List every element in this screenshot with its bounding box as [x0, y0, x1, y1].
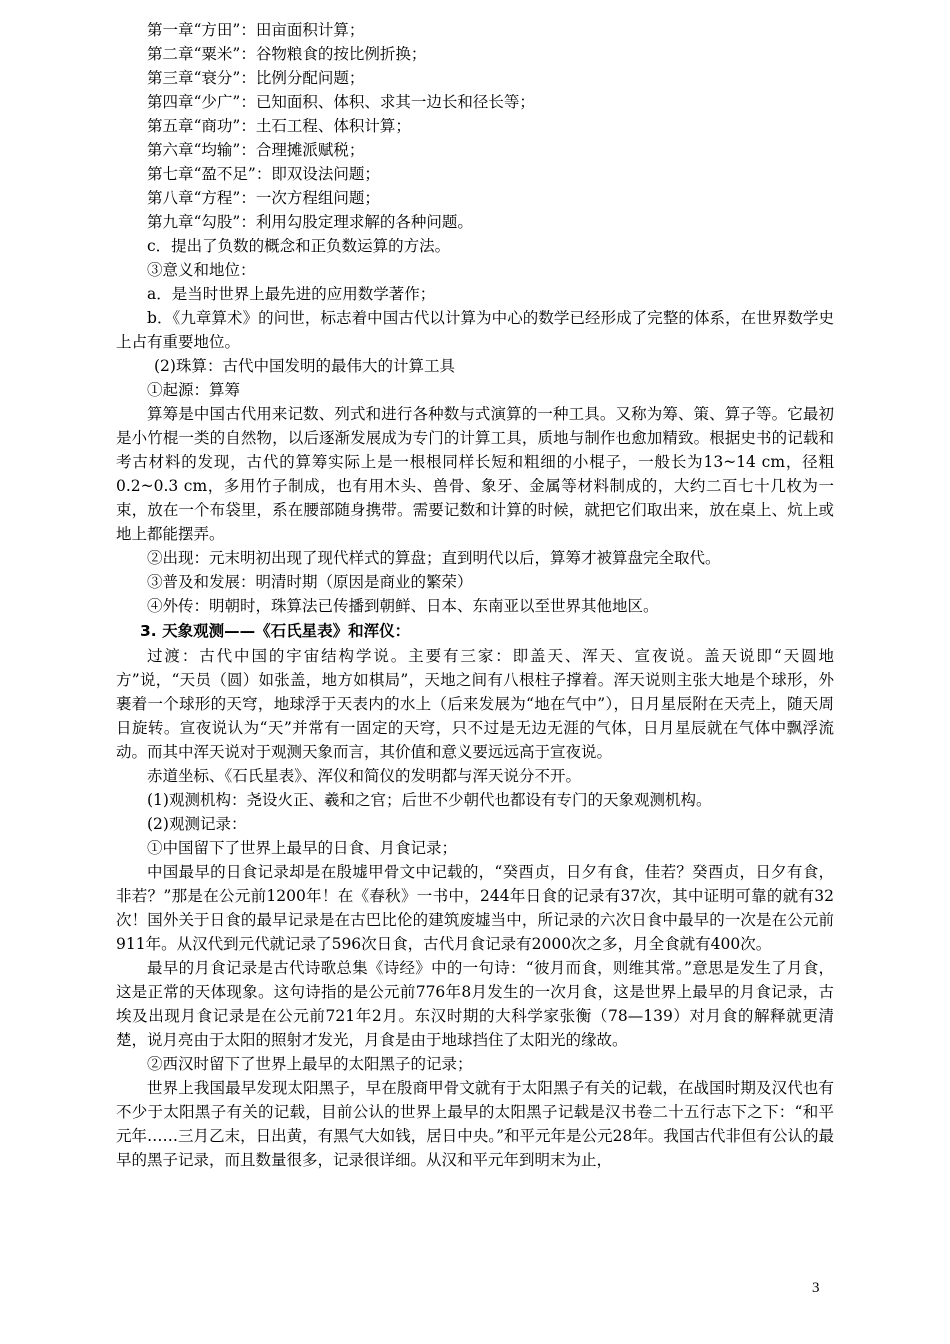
suanchou-paragraph: 算筹是中国古代用来记数、列式和进行各种数与式演算的一种工具。又称为筹、策、算子等。它最初是小竹棍一类的自然物，以后逐渐发展成为专门的计算工具，质地与制作也愈加精致。根据史书的记载和考古材料的发现，古代的算筹实际上是一根根同样长短和粗细的小棍子，一般长为13~14 cm，径粗0.2~0.3 cm，多用竹子制成，也有用木头、兽骨、象牙、金属等材料制成的，大约二百七十几枚为一束，放在一个布袋里，系在腰部随身携带。需要记数和计算的时候，就把它们取出来，放在桌上、炕上或地上都能摆弄。 [116, 405, 834, 543]
transition-paragraph: 过渡：古代中国的宇宙结构学说。主要有三家：即盖天、浑天、宣夜说。盖天说即“天圆地方”说，“天员（圆）如张盖，地方如棋局”，天地之间有八根柱子撑着。浑天说则主张大地是个球形，外裹着一个球形的天穹，地球浮于天表内的水上（后来发展为“地在气中”），日月星辰附在天壳上，随天周日旋转。宣夜说认为“天”并常有一固定的天穹，只不过是无边无涯的气体，日月星辰就在气体中飘浮流动。而其中浑天说对于观测天象而言，其价值和意义要远远高于宣夜说。 [116, 647, 834, 761]
chapter-2: 第二章“粟米”：谷物粮食的按比例折换； [147, 45, 427, 63]
chapter-5: 第五章“商功”：土石工程、体积计算； [147, 117, 411, 135]
records-heading: (2)观测记录： [147, 815, 247, 833]
chapter-4: 第四章“少广”：已知面积、体积、求其一边长和径长等； [147, 93, 535, 111]
page-number: 3 [812, 1280, 820, 1296]
chapter-3: 第三章“衰分”：比例分配问题； [147, 69, 365, 87]
popularization-line: ③普及和发展：明清时期（原因是商业的繁荣） [147, 573, 473, 591]
appearance-line: ②出现：元末明初出现了现代样式的算盘；直到明代以后，算筹才被算盘完全取代。 [147, 549, 721, 567]
lunar-eclipse-paragraph: 最早的月食记录是古代诗歌总集《诗经》中的一句诗：“彼月而食，则维其常。”意思是发生了月食，这是正常的天体现象。这句诗指的是公元前776年8月发生的一次月食，这是世界上最早的月食记录，古埃及出现月食记录是在公元前721年2月。东汉时期的大科学家张衡（78—139）对月食的解释就更清楚，说月亮由于太阳的照射才发光，月食是由于地球挡住了太阳光的缘故。 [116, 959, 834, 1049]
abacus-heading: (2)珠算：古代中国发明的最伟大的计算工具 [154, 357, 455, 375]
item-b: b．《九章算术》的问世，标志着中国古代以计算为中心的数学已经形成了完整的体系，在世界数学史上占有重要地位。 [116, 309, 834, 351]
section-3-title: 3. 天象观测——《石氏星表》和浑仪： [140, 622, 411, 640]
eclipse-heading: ①中国留下了世界上最早的日食、月食记录； [147, 839, 458, 857]
item-a: a．是当时世界上最先进的应用数学著作； [147, 285, 436, 303]
spread-line: ④外传：明朝时，珠算法已传播到朝鲜、日本、东南亚以至世界其他地区。 [147, 597, 659, 615]
solar-eclipse-paragraph: 中国最早的日食记录却是在殷墟甲骨文中记载的，“癸酉贞，日夕有食，佳若？癸酉贞，日夕有食，非若？”那是在公元前1200年！在《春秋》一书中，244年日食的记录有37次，其中证明可靠的就有32次！国外关于日食的最早记录是在古巴比伦的建筑废墟当中，所记录的六次日食中最早的一次是在公元前911年。从汉代到元代就记录了596次日食，古代月食记录有2000次之多，月全食就有400次。 [116, 863, 834, 953]
chapter-9: 第九章“勾股”：利用勾股定理求解的各种问题。 [147, 213, 473, 231]
chapter-6: 第六章“均输”：合理摊派赋税； [147, 141, 365, 159]
chapter-1: 第一章“方田”：田亩面积计算； [147, 21, 365, 39]
institutions-line: (1)观测机构：尧设火正、羲和之官；后世不少朝代也都设有专门的天象观测机构。 [147, 791, 712, 809]
origin-line: ①起源：算筹 [147, 381, 241, 399]
significance-heading: ③意义和地位： [147, 261, 256, 279]
chapter-8: 第八章“方程”：一次方程组问题； [147, 189, 380, 207]
sunspot-heading: ②西汉时留下了世界上最早的太阳黑子的记录； [147, 1055, 473, 1073]
sunspot-paragraph: 世界上我国最早发现太阳黑子，早在殷商甲骨文就有于太阳黑子有关的记载，在战国时期及汉代也有不少于太阳黑子有关的记载，目前公认的世界上最早的太阳黑子记载是汉书卷二十五行志下之下：“和平元年……三月乙末，日出黄，有黑气大如钱，居日中央。”和平元年是公元28年。我国古代非但有公认的最早的黑子记录，而且数量很多，记录很详细。从汉和平元年到明末为止， [116, 1079, 834, 1169]
item-c: c．提出了负数的概念和正负数运算的方法。 [147, 237, 451, 255]
page-body [116, 18, 834, 1172]
chapter-7: 第七章“盈不足”：即双设法问题； [147, 165, 380, 183]
equatorial-paragraph: 赤道坐标、《石氏星表》、浑仪和简仪的发明都与浑天说分不开。 [147, 767, 582, 785]
